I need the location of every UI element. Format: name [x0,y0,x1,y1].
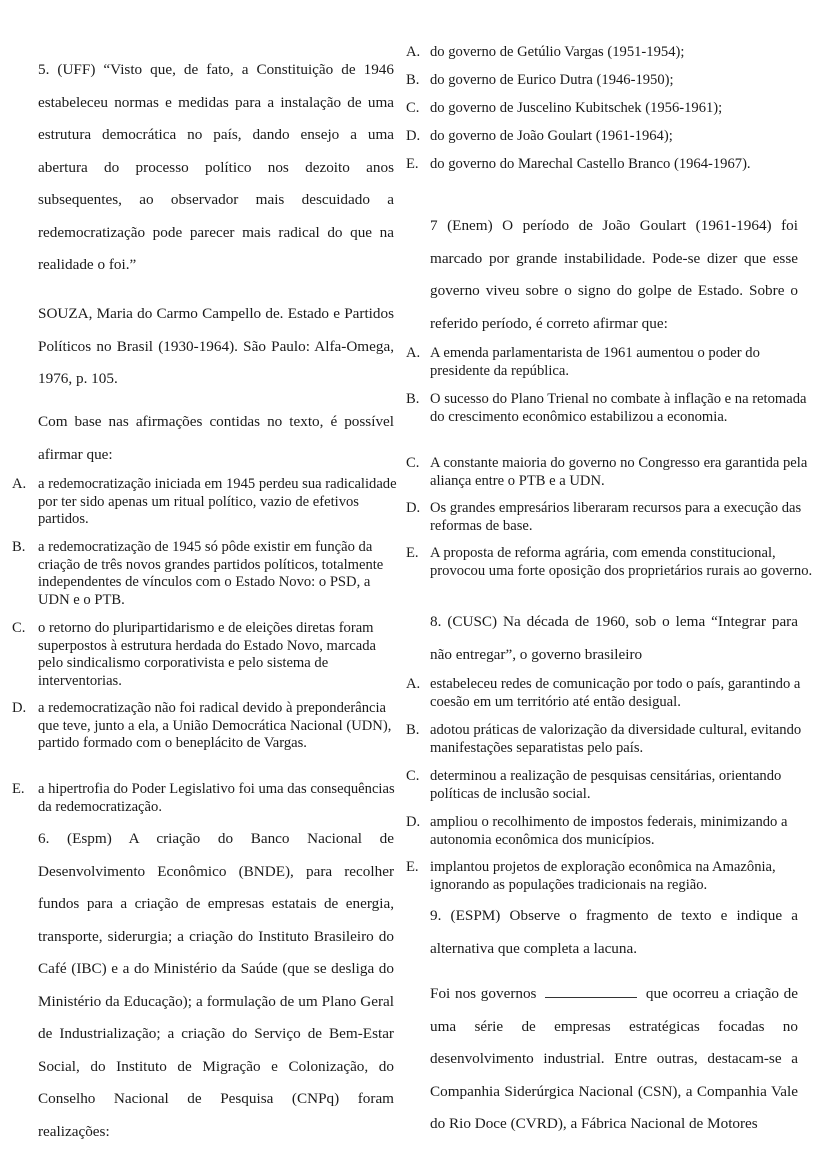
option-text: ampliou o recolhimento de impostos federais, minimizando a autonomia econômica dos municípios. [430,814,788,848]
q5-prompt: Com base nas afirmações contidas no texto, é possível afirmar que: [38,413,394,463]
option-letter: B. [406,72,420,88]
fragment-before: Foi nos governos [430,985,537,1002]
option-text: O sucesso do Plano Trienal no combate à inflação e na retomada do crescimento econômico estabilizou a economia. [430,391,807,425]
q9-fragment [430,978,798,1141]
option-letter: A. [406,345,421,361]
option-text: estabeleceu redes de comunicação por todo o país, garantindo a coesão em um território até então desigual. [430,676,801,710]
option-letter: C. [12,620,26,636]
q9-stem: 9. (ESPM) Observe o fragmento de texto e indique a alternativa que completa a lacuna. [430,907,798,957]
option-letter: B. [406,722,420,738]
option-letter: A. [406,676,421,692]
option-text: A constante maioria do governo no Congresso era garantida pela aliança entre o PTB e a UDN. [430,455,808,489]
fragment-after: que ocorreu a criação de uma série de empresas estratégicas focadas no desenvolvimento industrial. Entre outras, destacam-se a Companhia Siderúrgica Nacional (CSN), a Companhia Vale do Rio Doce (CVRD), a Fábrica Nacional de Motores [430,985,799,1132]
option-text: a redemocratização de 1945 só pôde existir em função da criação de três novos grandes partidos políticos, totalmente independentes de vínculos com o Estado Novo: o PSD, a UDN e o PTB. [38,539,384,608]
option-letter: D. [406,128,421,144]
option-text: determinou a realização de pesquisas censitárias, orientando políticas de inclusão social. [430,768,782,802]
option-letter: D. [406,814,421,830]
option-text: A emenda parlamentarista de 1961 aumentou o poder do presidente da república. [430,345,760,379]
option-text: do governo de João Goulart (1961-1964); [430,128,673,144]
option-text: o retorno do pluripartidarismo e de eleições diretas foram superpostos à estrutura herdada do Estado Novo, marcada pelo sindicalismo corporativista e pelo sistema de interventorias. [38,620,376,689]
option-letter: C. [406,455,420,471]
option-letter: D. [406,500,421,516]
option-text: adotou práticas de valorização da diversidade cultural, evitando manifestações separatistas pelo país. [430,722,802,756]
q5-citation: SOUZA, Maria do Carmo Campello de. Estado e Partidos Políticos no Brasil (1930-1964). São Paulo: Alfa-Omega, 1976, p. 105. [38,305,394,387]
option-text: implantou projetos de exploração econômica na Amazônia, ignorando as populações tradicionais na região. [430,859,776,893]
option-text: A proposta de reforma agrária, com emenda constitucional, provocou uma forte oposição dos proprietários rurais ao governo. [430,545,813,579]
option-text: do governo de Juscelino Kubitschek (1956-1961); [430,100,723,116]
option-letter: E. [12,781,25,797]
option-letter: C. [406,100,420,116]
option-text: do governo de Getúlio Vargas (1951-1954); [430,44,685,60]
fill-in-blank [545,996,637,998]
option-letter: E. [406,859,419,875]
q6-stem: 6. (Espm) A criação do Banco Nacional de Desenvolvimento Econômico (BNDE), para recolher fundos para a criação de empresas estatais de energia, transporte, siderurgia; a criação do Instituto Brasileiro do Café (IBC) e a do Ministério da Saúde (que se desliga do Ministério da Educação); a formulação de um Plano Geral de Industrialização; a criação do Serviço de Bem-Estar Social, do Instituto de Migração e Colonização, do Conselho Nacional de Pesquisa (CNPq) foram realizações: [38,830,394,1140]
option-letter: D. [12,700,27,716]
option-letter: A. [406,44,421,60]
option-letter: A. [12,476,27,492]
option-text: do governo do Marechal Castello Branco (1964-1967). [430,156,751,172]
option-letter: C. [406,768,420,784]
option-letter: B. [12,539,26,555]
q8-stem: 8. (CUSC) Na década de 1960, sob o lema “Integrar para não entregar”, o governo brasileiro [430,613,798,663]
option-letter: E. [406,156,419,172]
q5-stem: 5. (UFF) “Visto que, de fato, a Constituição de 1946 estabeleceu normas e medidas para a instalação de uma estrutura democrática no país, dando ensejo a uma abertura do processo político nos dezoito anos subsequentes, ao observador mais descuidado a redemocratização pode parecer mais radical do que na realidade o foi.” [38,61,394,273]
option-text: Os grandes empresários liberaram recursos para a execução das reformas de base. [430,500,802,534]
option-text: do governo de Eurico Dutra (1946-1950); [430,72,674,88]
option-letter: B. [406,391,420,407]
option-text: a hipertrofia do Poder Legislativo foi uma das consequências da redemocratização. [38,781,395,815]
option-letter: E. [406,545,419,561]
option-text: a redemocratização iniciada em 1945 perdeu sua radicalidade por ter sido apenas um ritual político, vazio de efetivos partidos. [38,476,397,527]
option-text: a redemocratização não foi radical devido à preponderância que teve, junto a ela, a União Democrática Nacional (UDN), partido formado com o beneplácito de Vargas. [38,700,392,751]
q7-stem: 7 (Enem) O período de João Goulart (1961-1964) foi marcado por grande instabilidade. Pode-se dizer que esse governo viveu sobre o signo do golpe de Estado. Sobre o referido período, é correto afirmar que: [430,217,798,332]
